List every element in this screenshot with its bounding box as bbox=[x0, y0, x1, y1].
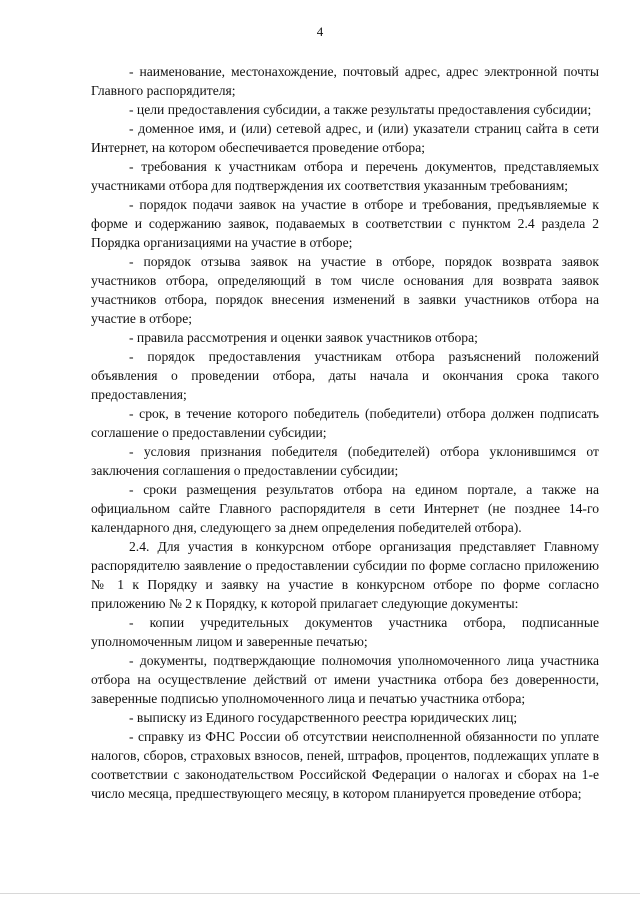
list-item: - условия признания победителя (победителей) отбора уклонившимся от заключения соглашения о предоставлении субсидии; bbox=[91, 444, 599, 478]
list-item: - порядок предоставления участникам отбора разъяснений положений объявления о проведении отбора, даты начала и окончания срока такого предоставления; bbox=[91, 349, 599, 402]
page-number: 4 bbox=[316, 24, 324, 39]
list-item: - выписку из Единого государственного реестра юридических лиц; bbox=[129, 710, 518, 725]
page-edge-line bbox=[0, 893, 640, 894]
section-paragraph: 2.4. Для участия в конкурсном отборе организация представляет Главному распорядителю заявление о предоставлении субсидии по форме согласно приложению № 1 к Порядку и заявку на участие в конкурсном отборе по форме согласно приложению № 2 к Порядку, к которой прилагает следующие документы: bbox=[91, 539, 599, 611]
list-item: - порядок подачи заявок на участие в отборе и требования, предъявляемые к форме и содержанию заявок, подаваемых в соответствии с пунктом 2.4 раздела 2 Порядка организациями на участие в отборе; bbox=[91, 197, 599, 250]
list-item: - правила рассмотрения и оценки заявок участников отбора; bbox=[129, 330, 478, 345]
list-item: - срок, в течение которого победитель (победители) отбора должен подписать соглашение о предоставлении субсидии; bbox=[91, 406, 599, 440]
list-item: - сроки размещения результатов отбора на едином портале, а также на официальном сайте Главного распорядителя в сети Интернет (не позднее 14-го календарного дня, следующего за днем определения победителей отбора). bbox=[91, 482, 599, 535]
list-item: - требования к участникам отбора и перечень документов, представляемых участниками отбора для подтверждения их соответствия указанным требованиям; bbox=[91, 159, 599, 193]
list-item: - доменное имя, и (или) сетевой адрес, и (или) указатели страниц сайта в сети Интернет, на котором обеспечивается проведение отбора; bbox=[91, 121, 599, 155]
list-item: - цели предоставления субсидии, а также результаты предоставления субсидии; bbox=[129, 102, 592, 117]
list-item: - порядок отзыва заявок на участие в отборе, порядок возврата заявок участников отбора, определяющий в том числе основания для возврата заявок участников отбора, порядок внесения изменений в заявки участников отбора на участие в отборе; bbox=[91, 254, 599, 326]
document-body bbox=[91, 62, 599, 803]
list-item: - наименование, местонахождение, почтовый адрес, адрес электронной почты Главного распорядителя; bbox=[91, 64, 599, 98]
list-item: - справку из ФНС России об отсутствии неисполненной обязанности по уплате налогов, сборов, страховых взносов, пеней, штрафов, процентов, подлежащих уплате в соответствии с законодательством Российской Федерации о налогах и сборах на 1-е число месяца, предшествующего месяцу, в котором планируется проведение отбора; bbox=[91, 729, 599, 801]
list-item: - копии учредительных документов участника отбора, подписанные уполномоченным лицом и заверенные печатью; bbox=[91, 615, 599, 649]
list-item: - документы, подтверждающие полномочия уполномоченного лица участника отбора на осуществление действий от имени участника отбора без доверенности, заверенные подписью уполномоченного лица и печатью участника отбора; bbox=[91, 653, 599, 706]
